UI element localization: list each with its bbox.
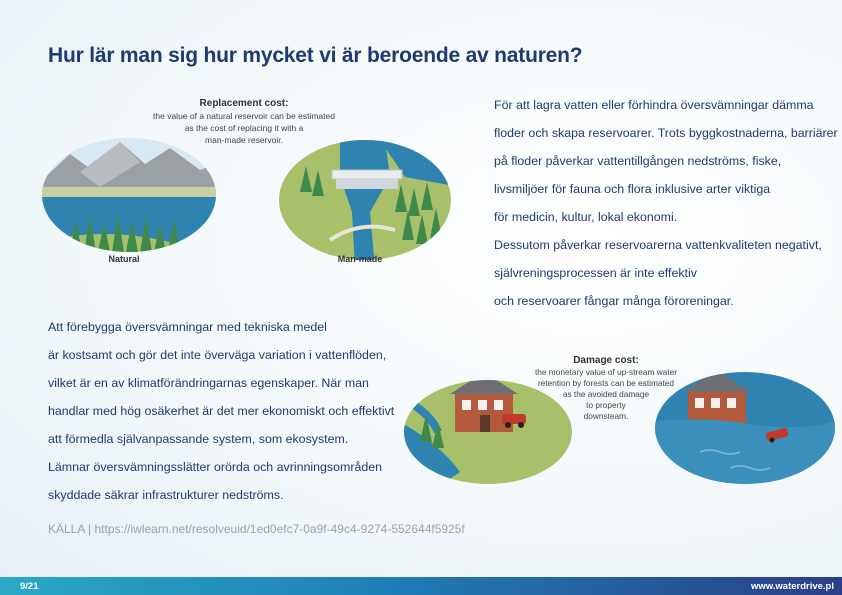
damage-cost-heading: Damage cost: xyxy=(573,355,639,366)
replacement-cost-caption-1: the value of a natural reservoir can be estimated xyxy=(153,111,335,121)
page-title: Hur lär man sig hur mycket vi är beroende av naturen? xyxy=(48,44,583,67)
paragraph-right-line: För att lagra vatten eller förhindra översvämningar dämma xyxy=(494,98,814,112)
paragraph-left-line: skyddade säkrar infrastrukturer nedströms. xyxy=(48,488,284,502)
paragraph-right-line: och reservoarer fångar många föroreningar. xyxy=(494,294,734,308)
paragraph-right-line: på floder påverkar vattentillgången nedströms, fiske, xyxy=(494,154,782,168)
source-citation: KÄLLA | https://iwlearn.net/resolveuid/1ed0efc7-0a9f-49c4-9274-552644f5925f xyxy=(48,522,465,536)
paragraph-right-line: självreningsprocessen är inte effektiv xyxy=(494,266,697,280)
paragraph-left-line: handlar med hög osäkerhet är det mer ekonomiskt och effektivt xyxy=(48,404,395,418)
replacement-cost-caption-3: man-made reservoir. xyxy=(205,135,283,145)
damage-cost-caption-5: downsteam. xyxy=(583,411,629,421)
paragraph-right xyxy=(494,91,838,315)
paragraph-right-line: för medicin, kultur, lokal ekonomi. xyxy=(494,210,678,224)
footer-bar xyxy=(0,577,842,595)
paragraph-left-line: Lämnar översvämningsslätter orörda och avrinningsområden xyxy=(48,460,383,474)
damage-cost-caption-2: retention by forests can be estimated xyxy=(537,378,675,388)
damage-cost-illustration xyxy=(400,352,840,492)
label-manmade: Man-made xyxy=(337,254,383,264)
page-number: 9/21 xyxy=(20,581,39,592)
paragraph-left-line: att förmedla självanpassande system, som ekosystem. xyxy=(48,432,349,446)
paragraph-left-line: är kostsamt och gör det inte överväga variation i vattenflöden, xyxy=(48,348,387,362)
paragraph-right-line: floder och skapa reservoarer. Trots byggkostnaderna, barriärer xyxy=(494,126,838,140)
manmade-reservoir-scene xyxy=(275,137,460,267)
paragraph-right-line: livsmiljöer för fauna och flora inklusive arter viktiga xyxy=(494,182,771,196)
natural-reservoir-scene xyxy=(40,132,220,262)
damage-cost-caption-3: as the avoided damage xyxy=(562,389,650,399)
paragraph-left xyxy=(48,313,394,509)
replacement-cost-heading: Replacement cost: xyxy=(199,98,289,109)
label-natural: Natural xyxy=(108,254,140,264)
paragraph-left-line: vilket är en av klimatförändringarnas egenskaper. När man xyxy=(48,376,369,390)
footer-website: www.waterdrive.pl xyxy=(750,581,834,592)
damage-cost-caption-1: the monetary value of up-stream water xyxy=(534,367,678,377)
flooded-house-scene xyxy=(650,370,840,492)
paragraph-right-line: Dessutom påverkar reservoarerna vattenkvaliteten negativt, xyxy=(494,238,822,252)
replacement-cost-illustration xyxy=(40,92,460,272)
replacement-cost-caption-2: as the cost of replacing it with a xyxy=(184,123,304,133)
paragraph-left-line: Att förebygga översvämningar med tekniska medel xyxy=(48,320,327,334)
protected-house-scene xyxy=(400,372,580,492)
damage-cost-caption-4: to property xyxy=(586,400,626,410)
